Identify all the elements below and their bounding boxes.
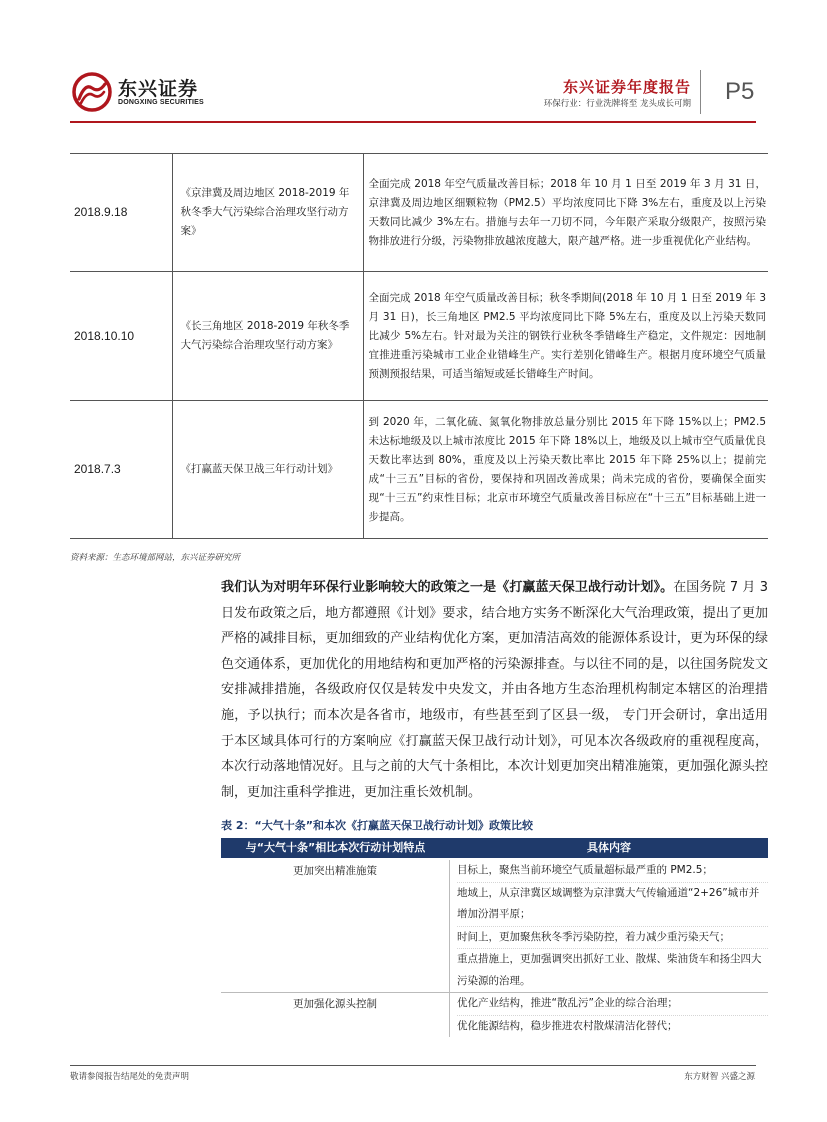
body-paragraph xyxy=(221,575,768,805)
list-item: 重点措施上，更加强调突出抓好工业、散煤、柴油货车和扬尘四大污染源的治理。 xyxy=(457,953,762,987)
paragraph-body: 在国务院 7 月 3 日发布政策之后，地方都遵照《计划》要求，结合地方实务不断深化大气治理政策，提出了更加严格的减排目标，更加细致的产业结构优化方案，更加清洁高效的能源体系设计，更为环保的绿色交通体系，更加优化的用地结构和更加严格的污染源排查。与以往不同的是，以往国务院发文安排减排措施，各级政府仅仅是转发中央发文，并由各地方生态治理机构制定本辖区的治理措施，予以执行；而本次是各省市，地级市，有些甚至到了区县一级， 专门开会研讨，拿出适用于本区域具体可行的方案响应《打赢蓝天保卫战行动计划》，可见本次各级政府的重视程度高，本次行动落地情况好。且与之前的大气十条相比，本次计划更加突出精准施策，更加强化源头控制，更加注重科学推进，更加注重长效机制。 xyxy=(221,580,768,800)
policy-name: 《京津冀及周边地区 2018-2019 年秋冬季大气污染综合治理攻坚行动方案》 xyxy=(172,154,363,272)
footer-slogan: 东方财智 兴盛之源 xyxy=(684,1072,755,1082)
table2-feature: 更加突出精准施策 xyxy=(221,860,450,992)
logo-text: 东兴证券 xyxy=(118,78,199,100)
table-row xyxy=(70,401,768,539)
report-subtitle: 环保行业：行业洗牌将至 龙头成长可期 xyxy=(543,99,691,109)
policy-content: 全面完成 2018 年空气质量改善目标；2018 年 10 月 1 日至 2019 年 3 月 31 日，京津冀及周边地区细颗粒物（PM2.5）平均浓度同比下降 3%左右，重度及以上污染天数同比减少 3%左右。措施与去年一刀切不同，今年限产采取分级限产，按照污染物排放进行分级，污染物排放越浓度越大，限产越严格。进一步重视优化产业结构。 xyxy=(363,154,768,272)
policy-date: 2018.10.10 xyxy=(70,272,172,401)
table2-feature: 更加强化源头控制 xyxy=(221,993,450,1037)
policy-name: 《长三角地区 2018-2019 年秋冬季大气污染综合治理攻坚行动方案》 xyxy=(172,272,363,401)
page-number: P5 xyxy=(725,78,755,105)
dongxing-logo-icon xyxy=(70,72,114,112)
table2-caption: 表 2：“大气十条”和本次《打赢蓝天保卫战行动计划》政策比较 xyxy=(221,819,533,832)
source-note: 资料来源：生态环境部网站，东兴证券研究所 xyxy=(70,553,241,563)
policy-content: 到 2020 年，二氧化硫、氮氧化物排放总量分别比 2015 年下降 15%以上；PM2.5 未达标地级及以上城市浓度比 2015 年下降 18%以上，地级及以上城市空气质量优良天数比率达到 80%，重度及以上污染天数比率比 2015 年下降 25%以上；提前完成“十三五”目标的省份，要保持和巩固改善成果；尚未完成的省份，要确保全面实现“十三五”约束性目标；北京市环境空气质量改善目标应在“十三五”目标基础上进一步提高。 xyxy=(363,401,768,539)
list-item: 优化能源结构，稳步推进农村散煤清洁化替代； xyxy=(457,1019,678,1032)
table2-items xyxy=(450,993,768,1037)
report-title: 东兴证券年度报告 xyxy=(562,78,691,96)
list-item: 地域上，从京津冀区域调整为京津冀大气传输通道“2+26”城市并增加汾渭平原； xyxy=(457,883,768,927)
table-row xyxy=(221,993,768,1037)
header-divider xyxy=(700,70,701,114)
table2-body xyxy=(221,860,768,1037)
policy-table xyxy=(70,153,768,539)
policy-date: 2018.9.18 xyxy=(70,154,172,272)
table-row xyxy=(70,272,768,401)
policy-content: 全面完成 2018 年空气质量改善目标；秋冬季期间(2018 年 10 月 1 日至 2019 年 3 月 31 日)，长三角地区 PM2.5 平均浓度同比下降 5%左右，重度及以上污染天数同比减少 5%左右。针对最为关注的钢铁行业秋冬季错峰生产稳定，文件规定：因地制宜推进重污染城市工业企业错峰生产。实行差别化错峰生产。根据月度环境空气质量预测预报结果，可适当缩短或延长错峰生产时间。 xyxy=(363,272,768,401)
table2-header-content: 具体内容 xyxy=(587,841,631,854)
table2-header-feature: 与“大气十条”相比本次行动计划特点 xyxy=(245,841,426,854)
policy-name: 《打赢蓝天保卫战三年行动计划》 xyxy=(172,401,363,539)
policy-date: 2018.7.3 xyxy=(70,401,172,539)
paragraph-lead: 我们认为对明年环保行业影响较大的政策之一是《打赢蓝天保卫战行动计划》。 xyxy=(221,580,674,595)
footer-disclaimer: 敬请参阅报告结尾处的免责声明 xyxy=(70,1072,190,1082)
list-item: 时间上，更加聚焦秋冬季污染防控，着力减少重污染天气； xyxy=(457,927,768,950)
table2-items xyxy=(450,860,768,992)
table2-header xyxy=(221,838,768,858)
table-row xyxy=(70,154,768,272)
header-rule xyxy=(70,121,756,123)
list-item: 目标上，聚焦当前环境空气质量超标最严重的 PM2.5； xyxy=(457,860,768,883)
footer-rule xyxy=(70,1065,756,1066)
list-item: 优化产业结构，推进“散乱污”企业的综合治理； xyxy=(457,993,768,1016)
table-row xyxy=(221,860,768,993)
logo-english-text: DONGXING SECURITIES xyxy=(118,99,204,106)
